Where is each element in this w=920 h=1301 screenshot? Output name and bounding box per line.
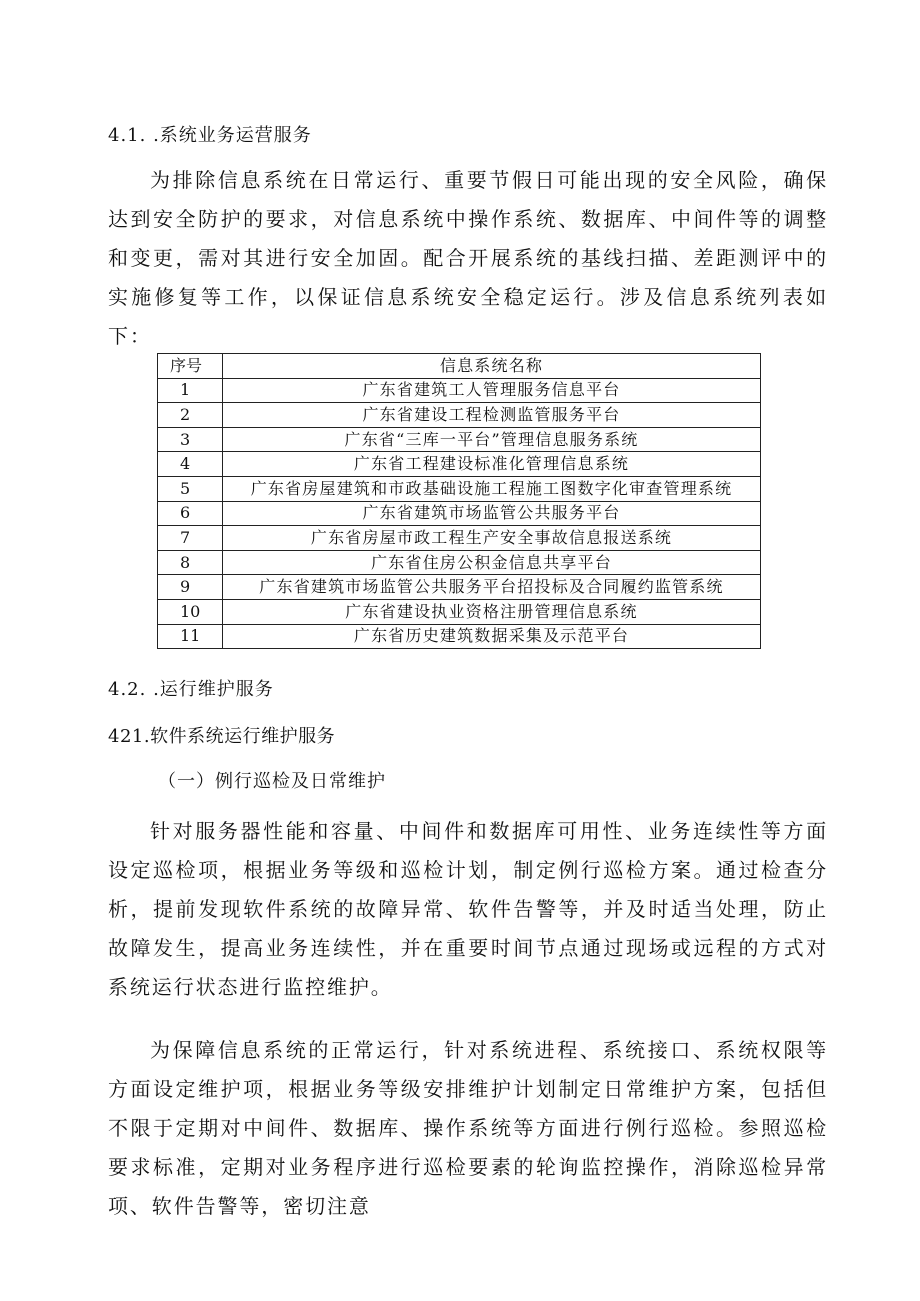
row-system-name: 广东省房屋市政工程生产安全事故信息报送系统 bbox=[223, 526, 761, 551]
row-number: 11 bbox=[158, 624, 223, 649]
row-system-name: 广东省房屋建筑和市政基础设施工程施工图数字化审查管理系统 bbox=[223, 476, 761, 501]
row-system-name: 广东省建筑工人管理服务信息平台 bbox=[223, 378, 761, 403]
table-header-row bbox=[158, 354, 761, 379]
row-number: 6 bbox=[158, 501, 223, 526]
row-number: 4 bbox=[158, 452, 223, 477]
row-system-name: 广东省住房公积金信息共享平台 bbox=[223, 550, 761, 575]
row-number: 8 bbox=[158, 550, 223, 575]
section-4-2-1-body-2 bbox=[108, 1031, 828, 1226]
row-number: 7 bbox=[158, 526, 223, 551]
section-4-1-paragraph: 为排除信息系统在日常运行、重要节假日可能出现的安全风险，确保达到安全防护的要求，对信息系统中操作系统、数据库、中间件等的调整和变更，需对其进行安全加固。配合开展系统的基线扫描、差距测评中的实施修复等工作，以保证信息系统安全稳定运行。涉及信息系统列表如下： bbox=[108, 168, 828, 348]
section-4-2-1-heading: 421.软件系统运行维护服务 bbox=[108, 726, 336, 747]
row-system-name: 广东省建筑市场监管公共服务平台 bbox=[223, 501, 761, 526]
systems-table bbox=[157, 353, 761, 649]
section-4-2-heading: 4.2. .运行维护服务 bbox=[108, 679, 274, 700]
table-row bbox=[158, 476, 761, 501]
section-4-1-body bbox=[108, 161, 828, 356]
header-serial-number: 序号 bbox=[158, 354, 223, 379]
row-system-name: 广东省建筑市场监管公共服务平台招投标及合同履约监管系统 bbox=[223, 575, 761, 600]
row-number: 10 bbox=[158, 599, 223, 624]
table-row bbox=[158, 452, 761, 477]
table-row bbox=[158, 575, 761, 600]
table-row bbox=[158, 550, 761, 575]
table-row bbox=[158, 599, 761, 624]
row-number: 2 bbox=[158, 403, 223, 428]
table-row bbox=[158, 624, 761, 649]
row-number: 5 bbox=[158, 476, 223, 501]
table-row bbox=[158, 501, 761, 526]
row-system-name: 广东省建设工程检测监管服务平台 bbox=[223, 403, 761, 428]
row-number: 3 bbox=[158, 427, 223, 452]
table-row bbox=[158, 378, 761, 403]
row-system-name: 广东省工程建设标准化管理信息系统 bbox=[223, 452, 761, 477]
row-number: 9 bbox=[158, 575, 223, 600]
row-system-name: 广东省历史建筑数据采集及示范平台 bbox=[223, 624, 761, 649]
row-system-name: 广东省“三库一平台”管理信息服务系统 bbox=[223, 427, 761, 452]
row-number: 1 bbox=[158, 378, 223, 403]
section-4-2-1-body-1 bbox=[108, 812, 828, 1007]
routine-inspection-subheading: （一）例行巡检及日常维护 bbox=[158, 771, 386, 792]
inspection-paragraph: 针对服务器性能和容量、中间件和数据库可用性、业务连续性等方面设定巡检项，根据业务等级和巡检计划，制定例行巡检方案。通过检查分析，提前发现软件系统的故障异常、软件告警等，并及时适当处理，防止故障发生，提高业务连续性，并在重要时间节点通过现场或远程的方式对系统运行状态进行监控维护。 bbox=[108, 819, 828, 999]
table-row bbox=[158, 427, 761, 452]
table-row bbox=[158, 403, 761, 428]
row-system-name: 广东省建设执业资格注册管理信息系统 bbox=[223, 599, 761, 624]
table-row bbox=[158, 526, 761, 551]
header-system-name: 信息系统名称 bbox=[223, 354, 761, 379]
maintenance-paragraph: 为保障信息系统的正常运行，针对系统进程、系统接口、系统权限等方面设定维护项，根据业务等级安排维护计划制定日常维护方案，包括但不限于定期对中间件、数据库、操作系统等方面进行例行巡检。参照巡检要求标准，定期对业务程序进行巡检要素的轮询监控操作，消除巡检异常项、软件告警等，密切注意 bbox=[108, 1038, 828, 1218]
section-4-1-heading: 4.1. .系统业务运营服务 bbox=[108, 125, 312, 146]
